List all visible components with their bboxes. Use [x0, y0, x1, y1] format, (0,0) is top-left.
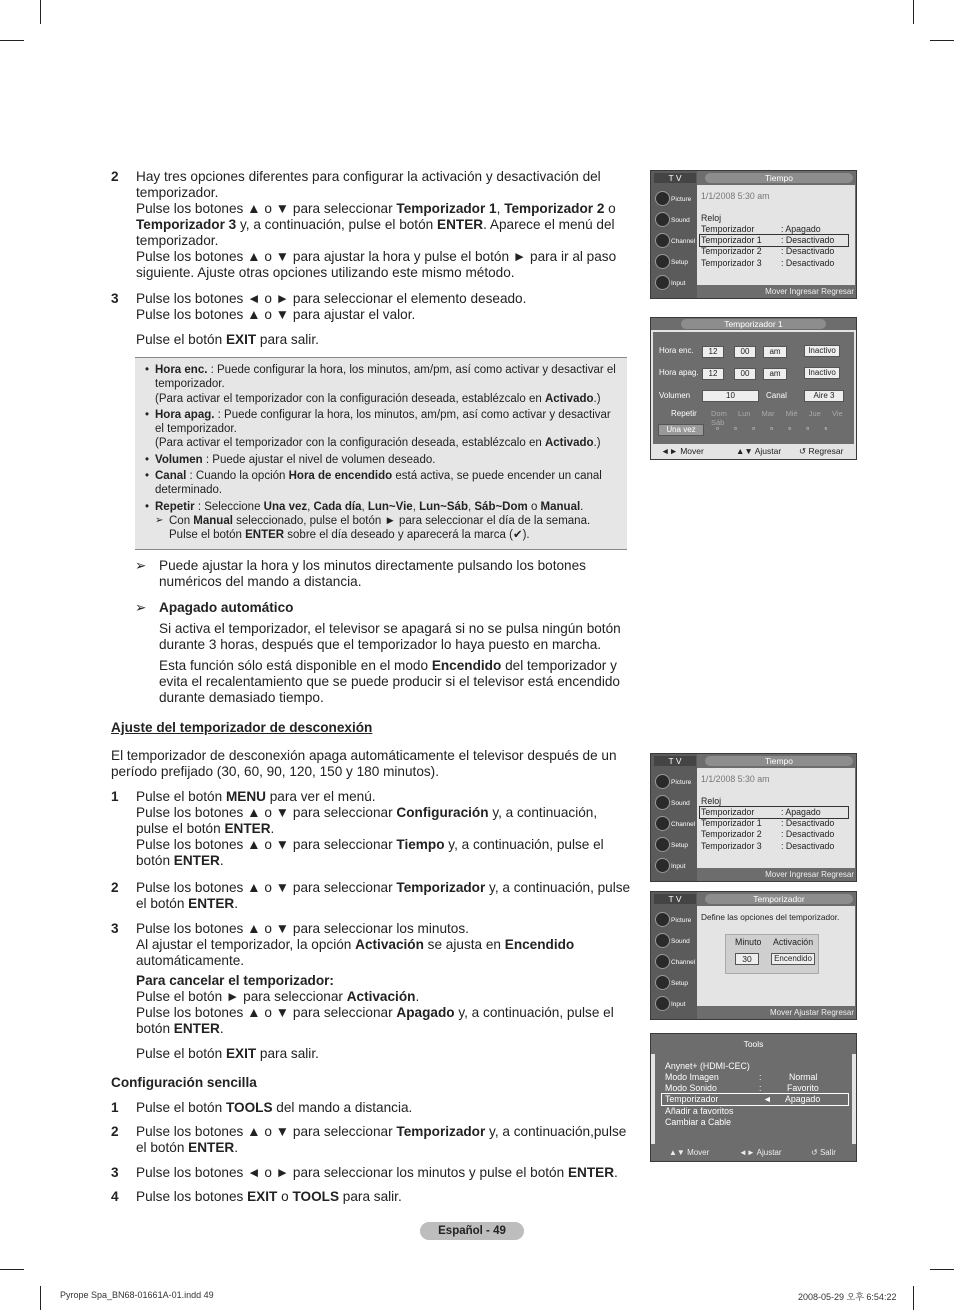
- easy-step-3: 3 Pulse los botones ◄ o ► para seleccionar los minutos y pulse el botón ENTER.: [111, 1165, 618, 1180]
- tv-menu-temporizador-1: Temporizador 1 Hora enc. 12 00 am Inactivo Hora apag. 12 00 am Inactivo Volumen 10 Canal Aire 3 Repetir Dom Lun Mar Mié Jue Vie Sáb Una vez ▫ ▫ ▫ ▫ ▫ ▫ ▫ ◄► Mover ▲▼ Ajustar ↺ Regresar: [650, 317, 857, 460]
- easy-step-1: 1 Pulse el botón TOOLS del mando a distancia.: [111, 1100, 413, 1115]
- tv-menu-tiempo-2: T V Tiempo Picture Sound Channel Setup Input 1/1/2008 5:30 am Reloj Temporizador : Apagado Temporizador 1 : Desactivado Temporizador 2 : Desactivado Temporizador 3 : Desactivado Mover Ingresar Regresar: [650, 753, 857, 882]
- crop-mark: [913, 1286, 914, 1310]
- picture-icon[interactable]: Picture: [654, 189, 694, 207]
- easy-step-2: 2 Pulse los botones ▲ o ▼ para seleccionar Temporizador y, a continuación,pulse el botón ENTER.: [111, 1124, 627, 1155]
- crop-mark: [913, 0, 914, 24]
- picture-icon[interactable]: Picture: [654, 910, 694, 928]
- tv-menu-temporizador: T V Temporizador Picture Sound Channel Setup Input Define las opciones del temporizador. Minuto Activación 30 Encendido Mover Ajustar Regresar: [650, 891, 857, 1020]
- tv-menu-tiempo: T V Tiempo Picture Sound Channel Setup Input 1/1/2008 5:30 am Reloj Temporizador : Apagado Temporizador 1 : Desactivado Temporizador 2 : Desactivado Temporizador 3 : Desactivado Mover Ingresar Regresar: [650, 170, 857, 299]
- crop-mark: [0, 1269, 24, 1270]
- input-icon[interactable]: Input: [654, 273, 694, 291]
- sound-icon[interactable]: Sound: [654, 793, 694, 811]
- picture-icon[interactable]: Picture: [654, 772, 694, 790]
- setup-icon[interactable]: Setup: [654, 252, 694, 270]
- step-3: 3 Pulse los botones ◄ o ► para seleccionar el elemento deseado. Pulse los botones ▲ o ▼ para ajustar el valor. Pulse el botón EXIT para salir.: [111, 291, 527, 347]
- section-heading-sleep: Ajuste del temporizador de desconexión: [111, 720, 373, 735]
- sound-icon[interactable]: Sound: [654, 210, 694, 228]
- input-icon[interactable]: Input: [654, 994, 694, 1012]
- sleep-step-3: 3 Pulse los botones ▲ o ▼ para seleccionar los minutos. Al ajustar el temporizador, la opción Activación se ajusta en Encendido automáticamente. Para cancelar el temporizador: Pulse el botón ► para seleccionar Activación. Pulse los botones ▲ o ▼ para seleccionar Apagado y, a continuación, pulse el botón ENTER. Pulse el botón EXIT para salir.: [111, 921, 614, 1061]
- setup-icon[interactable]: Setup: [654, 973, 694, 991]
- note-hora-enc: • Hora enc. : Puede configurar la hora, los minutos, am/pm, así como activar y desactivar el temporizador. (Para activar el temporizador con la configuración deseada, establézcalo en Activado.): [145, 363, 619, 406]
- crop-mark: [930, 40, 954, 41]
- input-icon[interactable]: Input: [654, 856, 694, 874]
- channel-icon[interactable]: Channel: [654, 231, 694, 249]
- check-icon: ✔: [512, 529, 523, 542]
- section-heading-easy: Configuración sencilla: [111, 1075, 257, 1090]
- arrow-tip-icon: ➢: [135, 558, 147, 573]
- file-slug: Pyrope Spa_BN68-01661A-01.indd 49: [60, 1290, 214, 1300]
- print-date: 2008-05-29 오후 6:54:22: [798, 1292, 897, 1302]
- tip-auto-off: ➢ Apagado automático Si activa el temporizador, el televisor se apagará si no se pulsa ningún botón durante 3 horas, después que el temporizador lo haya puesto en marcha. Esta función sólo está disponible en el modo Encendido del temporizador y evita el recalentamiento que se puede producir si el televisor está encendido durante demasiado tiempo.: [135, 600, 621, 705]
- note-hora-apag: • Hora apag. : Puede configurar la hora, los minutos, am/pm, así como activar y desactivar el temporizador. (Para activar el temporizador con la configuración deseada, establézcalo en Activado.): [145, 408, 619, 451]
- crop-mark: [40, 0, 41, 24]
- crop-mark: [40, 1286, 41, 1310]
- sound-icon[interactable]: Sound: [654, 931, 694, 949]
- note-volumen: • Volumen : Puede ajustar el nivel de volumen deseado.: [145, 453, 619, 467]
- tv-menu-tools: Tools Anynet+ (HDMI-CEC) Modo Imagen : Normal Modo Sonido : Favorito Temporizador ◄ Apagado Añadir a favoritos Cambiar a Cable ▲▼ Mover ◄► Ajustar ↺ Salir: [650, 1033, 857, 1162]
- note-repetir: • Repetir : Seleccione Una vez, Cada día, Lun~Vie, Lun~Sáb, Sáb~Dom o Manual. ➢ Con Manual seleccionado, pulse el botón ► para seleccionar el día de la semana. Pulse el botón ENTER sobre el día deseado y aparecerá la marca (✔).: [145, 500, 619, 543]
- channel-icon[interactable]: Channel: [654, 814, 694, 832]
- setup-icon[interactable]: Setup: [654, 835, 694, 853]
- crop-mark: [930, 1269, 954, 1270]
- page-number: Español - 49: [420, 1222, 524, 1240]
- day-checkboxes[interactable]: ▫ ▫ ▫ ▫ ▫ ▫ ▫: [716, 424, 828, 433]
- step-2: 2 Hay tres opciones diferentes para configurar la activación y desactivación del temporizador. Pulse los botones ▲ o ▼ para seleccionar Temporizador 1, Temporizador 2 o Temporizador 3 y, a continuación, pulse el botón ENTER. Aparece el menú del temporizador. Pulse los botones ▲ o ▼ para ajustar la hora y pulse el botón ► para ir al paso siguiente. Ajuste otras opciones utilizando este mismo método.: [111, 169, 617, 280]
- easy-step-4: 4 Pulse los botones EXIT o TOOLS para salir.: [111, 1189, 402, 1204]
- tip-numeric: ➢ Puede ajustar la hora y los minutos directamente pulsando los botones numéricos del mando a distancia.: [135, 558, 586, 589]
- sleep-step-2: 2 Pulse los botones ▲ o ▼ para seleccionar Temporizador y, a continuación, pulse el botón ENTER.: [111, 880, 631, 911]
- crop-mark: [0, 40, 24, 41]
- channel-icon[interactable]: Channel: [654, 952, 694, 970]
- sleep-intro: El temporizador de desconexión apaga automáticamente el televisor después de un período prefijado (30, 60, 90, 120, 150 y 180 minutos).: [111, 748, 617, 779]
- note-canal: • Canal : Cuando la opción Hora de encendido está activa, se puede encender un canal determinado.: [145, 469, 619, 498]
- sleep-step-1: 1 Pulse el botón MENU para ver el menú. Pulse los botones ▲ o ▼ para seleccionar Configuración y, a continuación, pulse el botón ENTER. Pulse los botones ▲ o ▼ para seleccionar Tiempo y, a continuación, pulse el botón ENTER.: [111, 789, 604, 868]
- arrow-tip-icon: ➢: [135, 600, 147, 615]
- note-box: [135, 357, 627, 550]
